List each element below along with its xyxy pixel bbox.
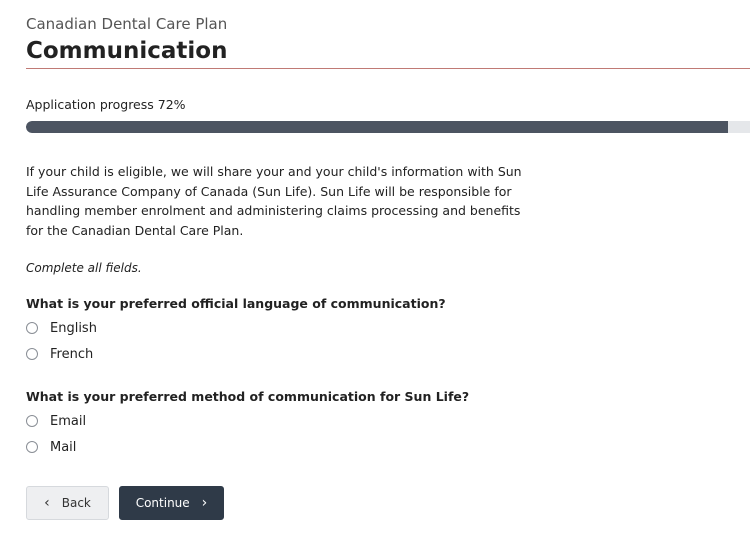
progress-label: Application progress 72% (26, 97, 186, 112)
page-supertitle: Canadian Dental Care Plan (26, 15, 228, 33)
radio-option-label[interactable]: French (50, 346, 94, 362)
radio-option-label[interactable]: English (50, 320, 97, 336)
radio-french[interactable] (26, 348, 38, 360)
radio-email[interactable] (26, 415, 38, 427)
title-divider (26, 68, 750, 69)
intro-paragraph: If your child is eligible, we will share your and your child's information with Sun Life Assurance Company of Canada (Sun Life). Sun Life will be responsible for handling member enrolment and administering claims processing and benefits for the Canadian Dental Care Plan. (26, 164, 522, 238)
language-question (26, 296, 446, 367)
chevron-left-icon: ‹ (44, 495, 50, 511)
back-button[interactable] (26, 486, 109, 520)
page-title: Communication (26, 38, 228, 64)
radio-option-mail[interactable] (26, 434, 469, 460)
radio-option-email[interactable] (26, 408, 469, 434)
progress-bar (26, 121, 750, 133)
radio-option-label[interactable]: Email (50, 413, 87, 429)
radio-option-french[interactable] (26, 341, 446, 367)
communication-method-question (26, 389, 469, 460)
continue-button-label: Continue (135, 496, 190, 510)
radio-mail[interactable] (26, 441, 38, 453)
required-fields-note: Complete all fields. (26, 261, 142, 275)
progress-bar-fill (26, 121, 728, 133)
language-question-legend: What is your preferred official language of communication? (26, 296, 446, 311)
radio-option-english[interactable] (26, 315, 446, 341)
chevron-right-icon: › (201, 495, 208, 511)
radio-option-label[interactable]: Mail (50, 439, 77, 455)
continue-button[interactable] (119, 486, 224, 520)
method-question-legend: What is your preferred method of communication for Sun Life? (26, 389, 470, 404)
back-button-label: Back (61, 496, 91, 510)
radio-english[interactable] (26, 322, 38, 334)
